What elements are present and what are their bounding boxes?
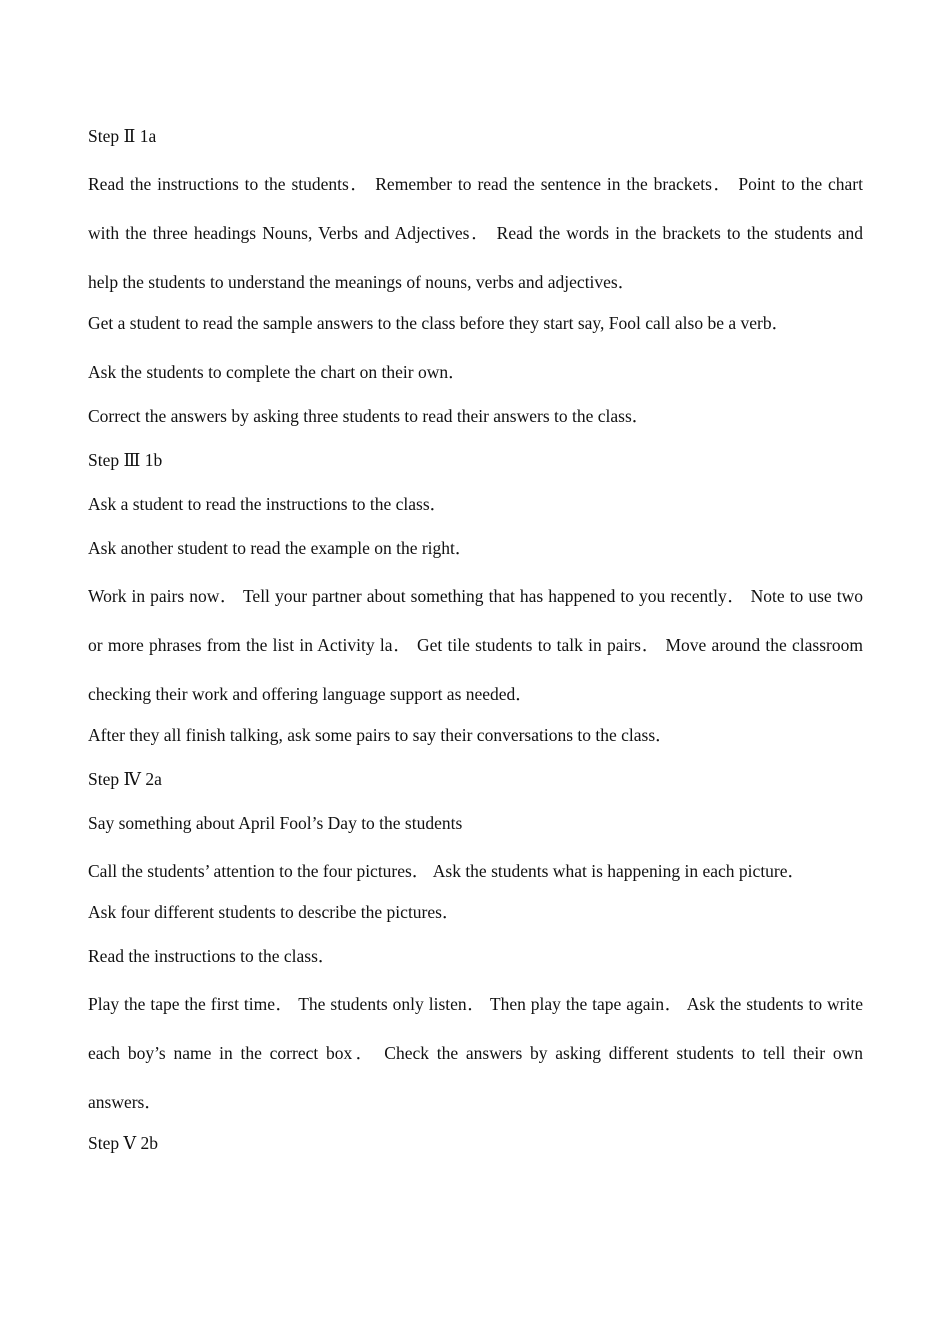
text-line: Ask the students to complete the chart on their own． (88, 362, 466, 382)
paragraph: Call the students’ attention to the four pictures． Ask the students what is happening in each picture． (88, 861, 806, 881)
step-heading: Step Ⅳ 2a (88, 769, 162, 789)
text-line: Say something about April Fool’s Day to the students (88, 813, 463, 833)
paragraph: Play the tape the first time． The students only listen． Then play the tape again． Ask the students to write each boy’s name in the correct box． Check the answers by asking different students to tell their own answers． (88, 994, 863, 1112)
text-line: Ask a student to read the instructions to the class． (88, 494, 448, 514)
step-heading: Step Ⅴ 2b (88, 1133, 158, 1153)
step-heading: Step Ⅲ 1b (88, 450, 163, 470)
text-line: Get a student to read the sample answers to the class before they start say, Fool call also be a verb． (88, 313, 790, 333)
text-line: Ask another student to read the example on the right． (88, 538, 473, 558)
text-line: Correct the answers by asking three students to read their answers to the class． (88, 406, 650, 426)
text-line: Ask four different students to describe the pictures． (88, 902, 460, 922)
paragraph: Work in pairs now． Tell your partner about something that has happened to you recently． Note to use two or more phrases from the list in Activity la． Get tile students to talk in pairs． Move around the classroom checking their work and offering language support as needed． (88, 586, 863, 704)
text-line: Read the instructions to the class． (88, 946, 336, 966)
paragraph: Read the instructions to the students． Remember to read the sentence in the brackets． Point to the chart with the three headings Nouns, Verbs and Adjectives． Read the words in the brackets to the students and help the students to understand the meanings of nouns, verbs and adjectives． (88, 174, 863, 292)
step-heading: Step Ⅱ 1a (88, 126, 157, 146)
text-line: After they all finish talking, ask some pairs to say their conversations to the class． (88, 725, 673, 745)
document-body (88, 124, 863, 1175)
